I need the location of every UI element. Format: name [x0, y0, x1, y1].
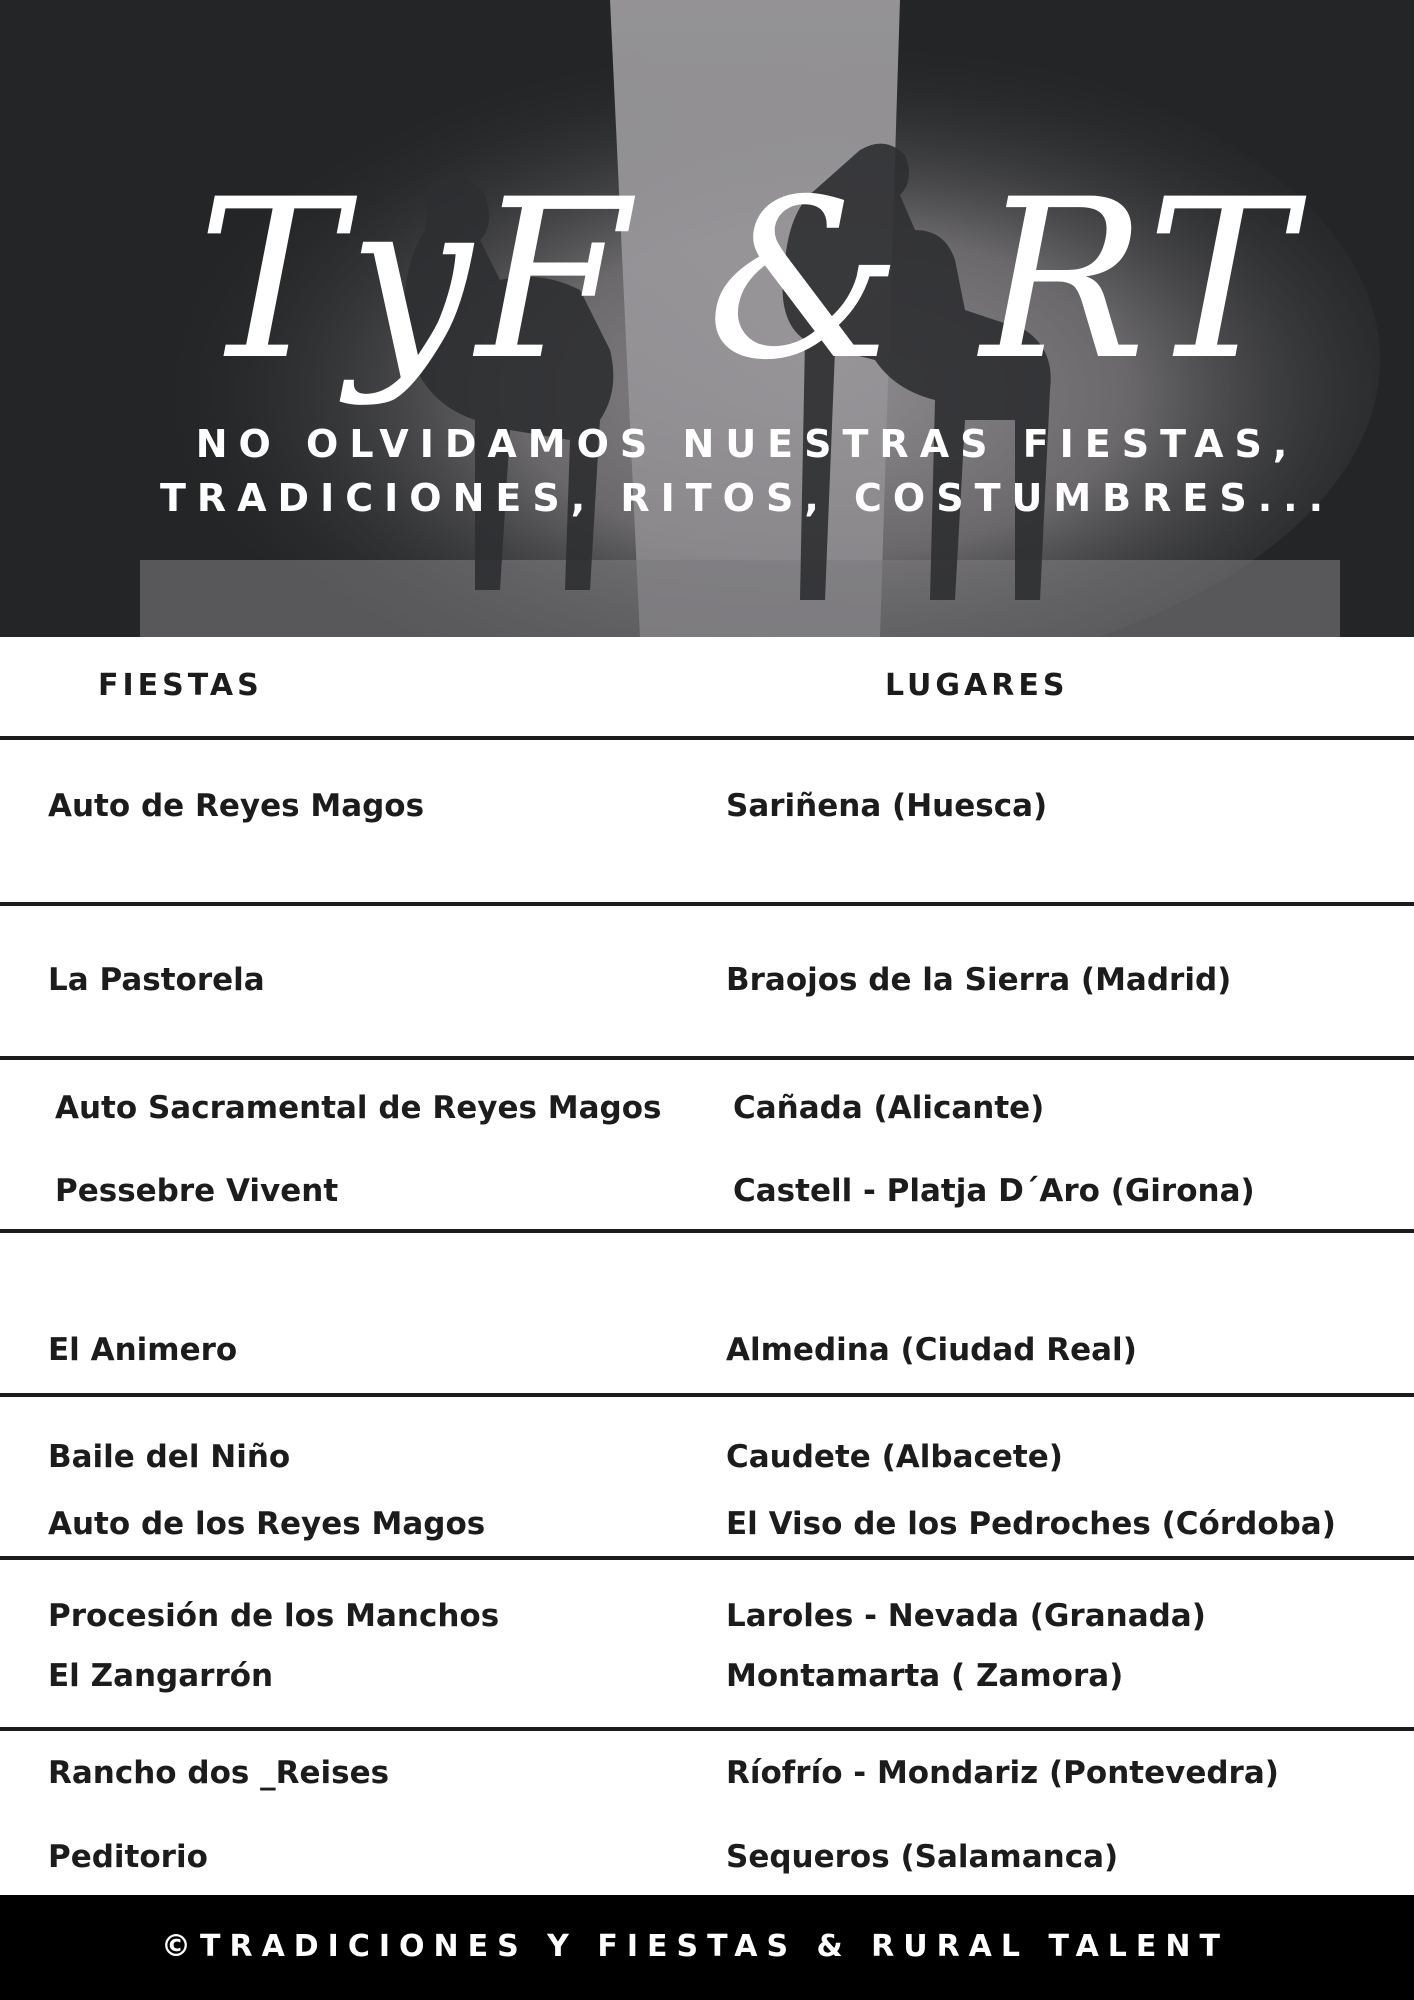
lugar-name: Ríofrío - Mondariz (Pontevedra)	[726, 1755, 1279, 1791]
lugar-name: Laroles - Nevada (Granada)	[726, 1598, 1206, 1634]
column-header-lugares: LUGARES	[885, 668, 1069, 703]
tagline-line-1: NO OLVIDAMOS NUESTRAS FIESTAS,	[195, 422, 1299, 466]
lugar-name: Sequeros (Salamanca)	[726, 1839, 1119, 1875]
footer-bar	[0, 1895, 1414, 2000]
fiesta-name: El Animero	[48, 1332, 238, 1368]
row-divider	[0, 1229, 1414, 1233]
row-divider	[0, 1556, 1414, 1560]
fiesta-name: El Zangarrón	[48, 1658, 274, 1694]
fiesta-name: Baile del Niño	[48, 1439, 291, 1475]
row-divider	[0, 736, 1414, 740]
fiesta-name: Auto de los Reyes Magos	[48, 1506, 486, 1542]
logo-title: TyF & RT	[197, 152, 1297, 408]
header-banner	[0, 0, 1414, 637]
lugar-name: Braojos de la Sierra (Madrid)	[726, 962, 1232, 998]
lugar-name: Caudete (Albacete)	[726, 1439, 1063, 1475]
tagline-line-2: TRADICIONES, RITOS, COSTUMBRES...	[159, 476, 1335, 520]
fiesta-name: La Pastorela	[48, 962, 265, 998]
lugar-name: El Viso de los Pedroches (Córdoba)	[726, 1506, 1336, 1542]
lugar-name: Almedina (Ciudad Real)	[726, 1332, 1137, 1368]
fiesta-name: Rancho dos _Reises	[48, 1755, 390, 1791]
fiesta-name: Pessebre Vivent	[55, 1173, 339, 1209]
row-divider	[0, 1393, 1414, 1397]
fiesta-name: Peditorio	[48, 1839, 208, 1875]
lugar-name: Montamarta ( Zamora)	[726, 1658, 1124, 1694]
fiesta-name: Auto Sacramental de Reyes Magos	[55, 1090, 662, 1126]
lugar-name: Castell - Platja D´Aro (Girona)	[733, 1173, 1255, 1209]
fiesta-name: Procesión de los Manchos	[48, 1598, 500, 1634]
copyright-text: ©TRADICIONES Y FIESTAS & RURAL TALENT	[161, 1929, 1229, 1964]
row-divider	[0, 1727, 1414, 1731]
row-divider	[0, 1056, 1414, 1060]
lugar-name: Cañada (Alicante)	[733, 1090, 1045, 1126]
fiesta-name: Auto de Reyes Magos	[48, 788, 425, 824]
row-divider	[0, 902, 1414, 906]
column-header-fiestas: FIESTAS	[98, 668, 263, 703]
lugar-name: Sariñena (Huesca)	[726, 788, 1048, 824]
